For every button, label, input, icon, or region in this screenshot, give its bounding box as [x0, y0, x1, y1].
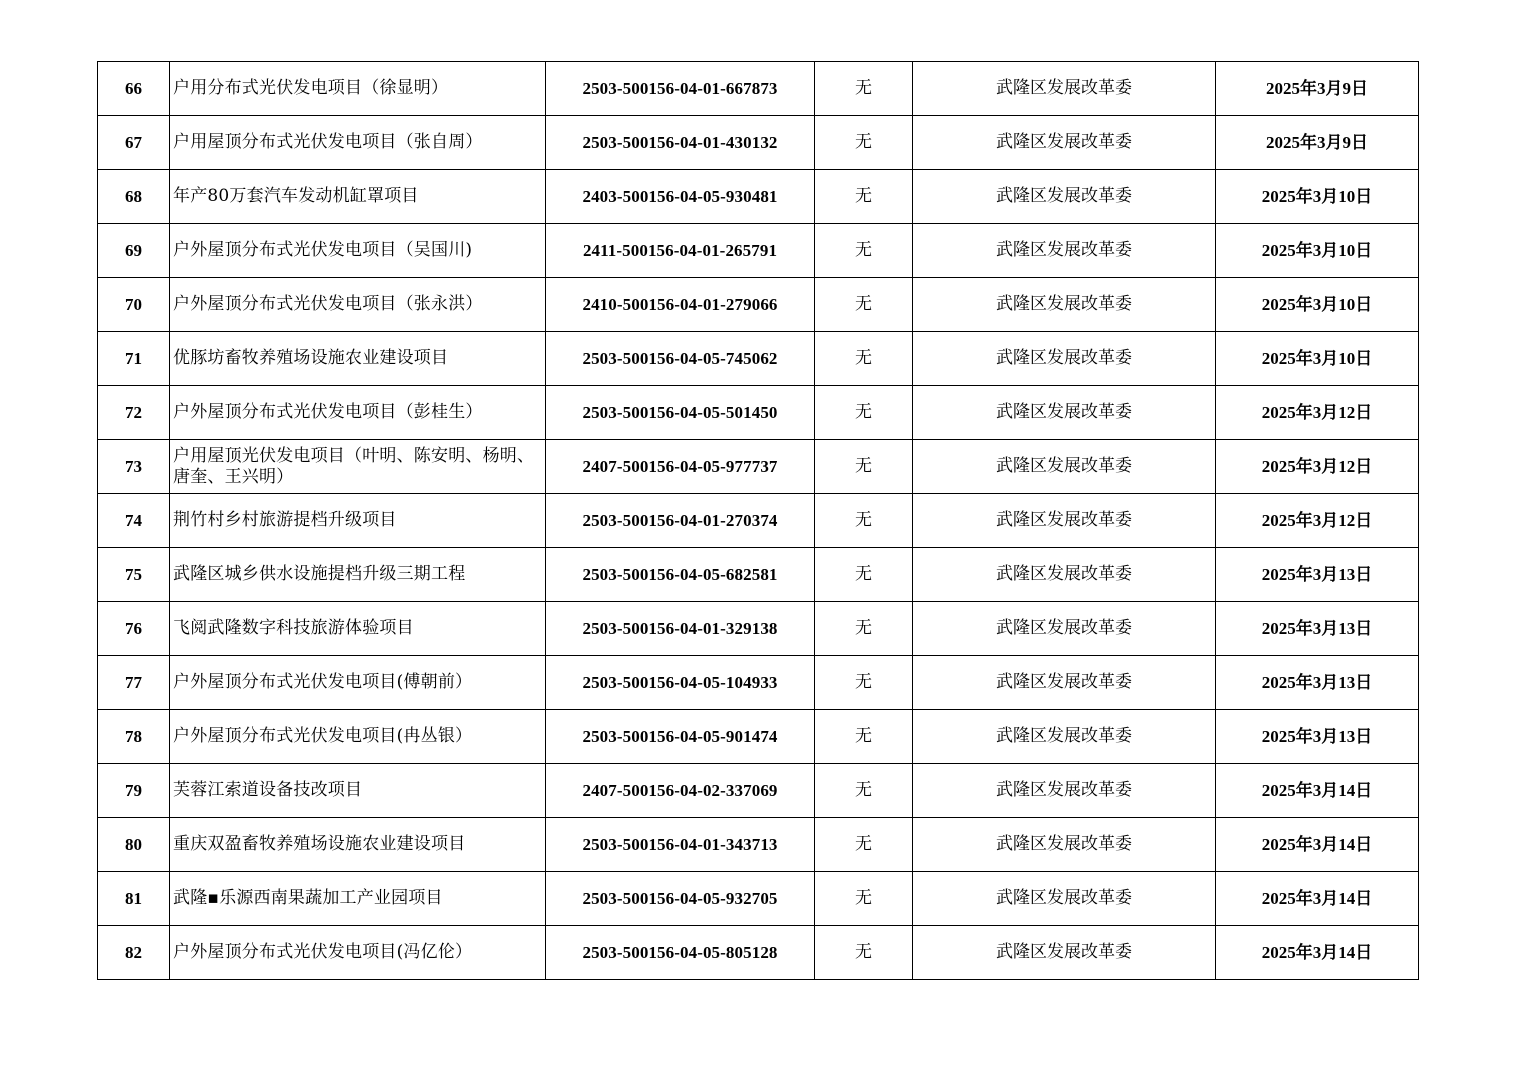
- date-cell: 2025年3月13日: [1216, 656, 1419, 710]
- status-cell: 无: [815, 386, 913, 440]
- project-code-cell: 2503-500156-04-01-667873: [546, 62, 815, 116]
- project-code-cell: 2407-500156-04-02-337069: [546, 764, 815, 818]
- row-number-cell: 79: [98, 764, 170, 818]
- row-number-cell: 73: [98, 440, 170, 494]
- table-row: [98, 494, 1419, 548]
- project-code-cell: 2503-500156-04-05-745062: [546, 332, 815, 386]
- project-name-cell: 户用屋顶分布式光伏发电项目（张自周）: [170, 116, 546, 170]
- project-name-cell: 户用屋顶光伏发电项目（叶明、陈安明、杨明、唐奎、王兴明）: [170, 440, 546, 494]
- project-name-cell: 户外屋顶分布式光伏发电项目（张永洪）: [170, 278, 546, 332]
- project-filing-table: [97, 61, 1419, 980]
- date-cell: 2025年3月13日: [1216, 602, 1419, 656]
- project-code-cell: 2411-500156-04-01-265791: [546, 224, 815, 278]
- department-cell: 武隆区发展改革委: [913, 656, 1216, 710]
- date-cell: 2025年3月14日: [1216, 764, 1419, 818]
- project-name-cell: 户外屋顶分布式光伏发电项目（彭桂生）: [170, 386, 546, 440]
- status-cell: 无: [815, 170, 913, 224]
- date-cell: 2025年3月12日: [1216, 440, 1419, 494]
- row-number-cell: 80: [98, 818, 170, 872]
- status-cell: 无: [815, 278, 913, 332]
- row-number-cell: 78: [98, 710, 170, 764]
- row-number-cell: 67: [98, 116, 170, 170]
- status-cell: 无: [815, 764, 913, 818]
- table-row: [98, 764, 1419, 818]
- status-cell: 无: [815, 602, 913, 656]
- table-row: [98, 386, 1419, 440]
- row-number-cell: 68: [98, 170, 170, 224]
- status-cell: 无: [815, 224, 913, 278]
- date-cell: 2025年3月12日: [1216, 494, 1419, 548]
- project-code-cell: 2503-500156-04-05-932705: [546, 872, 815, 926]
- table-row: [98, 116, 1419, 170]
- date-cell: 2025年3月10日: [1216, 332, 1419, 386]
- table-row: [98, 602, 1419, 656]
- date-cell: 2025年3月10日: [1216, 170, 1419, 224]
- project-name-cell: 飞阅武隆数字科技旅游体验项目: [170, 602, 546, 656]
- department-cell: 武隆区发展改革委: [913, 548, 1216, 602]
- status-cell: 无: [815, 62, 913, 116]
- department-cell: 武隆区发展改革委: [913, 710, 1216, 764]
- department-cell: 武隆区发展改革委: [913, 170, 1216, 224]
- date-cell: 2025年3月9日: [1216, 62, 1419, 116]
- project-code-cell: 2503-500156-04-05-901474: [546, 710, 815, 764]
- project-name-cell: 户外屋顶分布式光伏发电项目（吴国川): [170, 224, 546, 278]
- table-body: [98, 62, 1419, 980]
- row-number-cell: 72: [98, 386, 170, 440]
- table-row: [98, 278, 1419, 332]
- date-cell: 2025年3月10日: [1216, 278, 1419, 332]
- status-cell: 无: [815, 656, 913, 710]
- row-number-cell: 75: [98, 548, 170, 602]
- project-code-cell: 2503-500156-04-01-329138: [546, 602, 815, 656]
- project-code-cell: 2403-500156-04-05-930481: [546, 170, 815, 224]
- status-cell: 无: [815, 116, 913, 170]
- project-table-page: [97, 61, 1418, 980]
- department-cell: 武隆区发展改革委: [913, 332, 1216, 386]
- project-name-cell: 户外屋顶分布式光伏发电项目(冉丛银）: [170, 710, 546, 764]
- date-cell: 2025年3月10日: [1216, 224, 1419, 278]
- project-name-cell: 武隆▪乐源西南果蔬加工产业园项目: [170, 872, 546, 926]
- project-name-cell: 户外屋顶分布式光伏发电项目(傅朝前）: [170, 656, 546, 710]
- status-cell: 无: [815, 872, 913, 926]
- project-name-cell: 武隆区城乡供水设施提档升级三期工程: [170, 548, 546, 602]
- department-cell: 武隆区发展改革委: [913, 386, 1216, 440]
- project-name-cell: 户外屋顶分布式光伏发电项目(冯亿伦）: [170, 926, 546, 980]
- project-code-cell: 2503-500156-04-01-343713: [546, 818, 815, 872]
- date-cell: 2025年3月14日: [1216, 926, 1419, 980]
- project-code-cell: 2503-500156-04-05-682581: [546, 548, 815, 602]
- department-cell: 武隆区发展改革委: [913, 872, 1216, 926]
- project-name-cell: 户用分布式光伏发电项目（徐显明）: [170, 62, 546, 116]
- project-name-cell: 优豚坊畜牧养殖场设施农业建设项目: [170, 332, 546, 386]
- date-cell: 2025年3月14日: [1216, 872, 1419, 926]
- project-name-cell: 重庆双盈畜牧养殖场设施农业建设项目: [170, 818, 546, 872]
- row-number-cell: 69: [98, 224, 170, 278]
- department-cell: 武隆区发展改革委: [913, 926, 1216, 980]
- table-row: [98, 548, 1419, 602]
- table-row: [98, 710, 1419, 764]
- project-code-cell: 2503-500156-04-01-430132: [546, 116, 815, 170]
- department-cell: 武隆区发展改革委: [913, 494, 1216, 548]
- table-row: [98, 170, 1419, 224]
- table-row: [98, 440, 1419, 494]
- table-row: [98, 656, 1419, 710]
- row-number-cell: 70: [98, 278, 170, 332]
- status-cell: 无: [815, 332, 913, 386]
- department-cell: 武隆区发展改革委: [913, 224, 1216, 278]
- project-code-cell: 2503-500156-04-05-805128: [546, 926, 815, 980]
- date-cell: 2025年3月9日: [1216, 116, 1419, 170]
- project-code-cell: 2503-500156-04-05-501450: [546, 386, 815, 440]
- table-row: [98, 818, 1419, 872]
- department-cell: 武隆区发展改革委: [913, 764, 1216, 818]
- table-row: [98, 224, 1419, 278]
- project-code-cell: 2503-500156-04-05-104933: [546, 656, 815, 710]
- project-name-cell: 芙蓉江索道设备技改项目: [170, 764, 546, 818]
- status-cell: 无: [815, 818, 913, 872]
- project-code-cell: 2503-500156-04-01-270374: [546, 494, 815, 548]
- department-cell: 武隆区发展改革委: [913, 602, 1216, 656]
- row-number-cell: 66: [98, 62, 170, 116]
- department-cell: 武隆区发展改革委: [913, 818, 1216, 872]
- table-row: [98, 62, 1419, 116]
- row-number-cell: 77: [98, 656, 170, 710]
- table-row: [98, 332, 1419, 386]
- department-cell: 武隆区发展改革委: [913, 440, 1216, 494]
- project-code-cell: 2410-500156-04-01-279066: [546, 278, 815, 332]
- project-name-cell: 荆竹村乡村旅游提档升级项目: [170, 494, 546, 548]
- status-cell: 无: [815, 548, 913, 602]
- status-cell: 无: [815, 494, 913, 548]
- date-cell: 2025年3月14日: [1216, 818, 1419, 872]
- status-cell: 无: [815, 440, 913, 494]
- status-cell: 无: [815, 710, 913, 764]
- department-cell: 武隆区发展改革委: [913, 62, 1216, 116]
- table-row: [98, 926, 1419, 980]
- row-number-cell: 74: [98, 494, 170, 548]
- table-row: [98, 872, 1419, 926]
- project-code-cell: 2407-500156-04-05-977737: [546, 440, 815, 494]
- date-cell: 2025年3月13日: [1216, 548, 1419, 602]
- date-cell: 2025年3月12日: [1216, 386, 1419, 440]
- row-number-cell: 81: [98, 872, 170, 926]
- date-cell: 2025年3月13日: [1216, 710, 1419, 764]
- department-cell: 武隆区发展改革委: [913, 278, 1216, 332]
- row-number-cell: 82: [98, 926, 170, 980]
- status-cell: 无: [815, 926, 913, 980]
- project-name-cell: 年产80万套汽车发动机缸罩项目: [170, 170, 546, 224]
- row-number-cell: 71: [98, 332, 170, 386]
- row-number-cell: 76: [98, 602, 170, 656]
- department-cell: 武隆区发展改革委: [913, 116, 1216, 170]
